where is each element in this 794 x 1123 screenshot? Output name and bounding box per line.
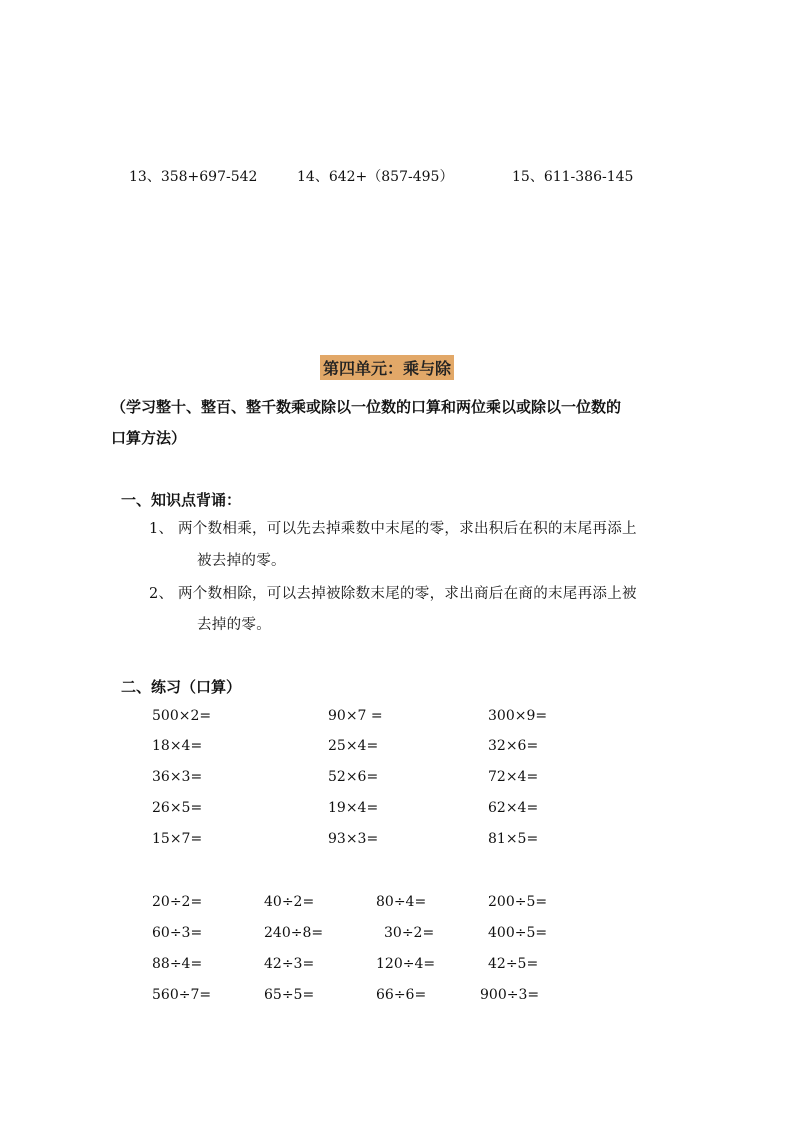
point-1-line-2: 被去掉的零。 [197,553,286,569]
div-exercise: 42÷5= [488,956,539,972]
mult-exercise: 93×3= [328,831,379,847]
div-exercise: 400÷5= [488,925,548,941]
point-2-number: 2、 [149,586,174,602]
div-exercise: 200÷5= [488,894,548,910]
div-exercise: 240÷8= [264,925,324,941]
div-exercise: 120÷4= [376,956,436,972]
mult-exercise: 62×4= [488,800,539,816]
div-exercise: 40÷2= [264,894,315,910]
mult-exercise: 18×4= [152,738,203,754]
section2-heading: 二、练习（口算） [121,678,242,696]
problem-14: 14、642+（857-495） [297,169,454,185]
point-2-line-2: 去掉的零。 [197,617,271,633]
mult-exercise: 81×5= [488,831,539,847]
div-exercise: 66÷6= [376,987,427,1003]
mult-exercise: 72×4= [488,769,539,785]
mult-exercise: 15×7= [152,831,203,847]
div-exercise: 80÷4= [376,894,427,910]
problem-15: 15、611-386-145 [512,169,634,185]
mult-exercise: 19×4= [328,800,379,816]
intro-line-1: （学习整十、整百、整千数乘或除以一位数的口算和两位乘以或除以一位数的 [111,398,622,416]
problem-13: 13、358+697-542 [129,169,258,185]
div-exercise: 20÷2= [152,894,203,910]
mult-exercise: 32×6= [488,738,539,754]
div-exercise: 560÷7= [152,987,212,1003]
div-exercise: 88÷4= [152,956,203,972]
div-exercise: 900÷3= [480,987,540,1003]
mult-exercise: 25×4= [328,738,379,754]
unit-title: 第四单元：乘与除 [320,355,454,380]
div-exercise: 42÷3= [264,956,315,972]
div-exercise: 65÷5= [264,987,315,1003]
div-exercise: 30÷2= [384,925,435,941]
section1-heading: 一、知识点背诵： [121,491,242,509]
point-2-line-1: 两个数相除，可以去掉被除数末尾的零，求出商后在商的末尾再添上被 [178,586,637,602]
mult-exercise: 500×2= [152,708,212,724]
mult-exercise: 52×6= [328,769,379,785]
mult-exercise: 90×7 = [328,708,383,724]
div-exercise: 60÷3= [152,925,203,941]
mult-exercise: 26×5= [152,800,203,816]
point-1-number: 1、 [149,521,174,537]
mult-exercise: 36×3= [152,769,203,785]
mult-exercise: 300×9= [488,708,548,724]
point-1-line-1: 两个数相乘，可以先去掉乘数中末尾的零，求出积后在积的末尾再添上 [178,521,637,537]
intro-line-2: 口算方法） [111,429,187,447]
